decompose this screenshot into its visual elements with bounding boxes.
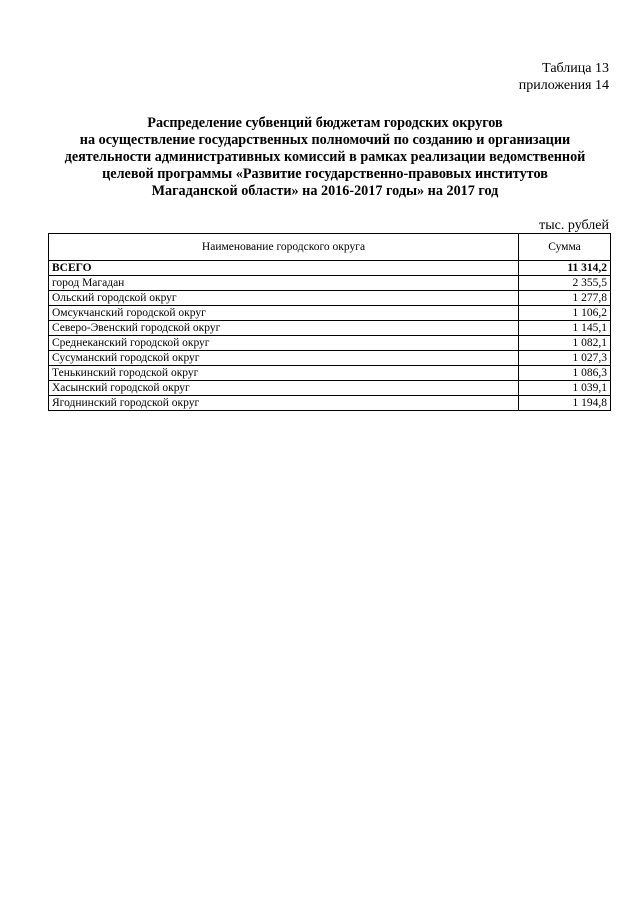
table-row — [49, 336, 611, 351]
district-sum: 1 106,2 — [519, 306, 611, 321]
table-row — [49, 291, 611, 306]
district-name: Ольский городской округ — [49, 291, 519, 306]
total-sum: 11 314,2 — [519, 261, 611, 276]
title-line: деятельности административных комиссий в рамках реализации ведомственной — [64, 149, 586, 165]
district-name: Среднеканский городской округ — [49, 336, 519, 351]
district-sum: 1 145,1 — [519, 321, 611, 336]
district-name: Омсукчанский городской округ — [49, 306, 519, 321]
title-line: Магаданской области» на 2016-2017 годы» на 2017 год — [151, 183, 499, 199]
units-label: тыс. рублей — [539, 218, 609, 233]
table-number: Таблица 13 — [542, 61, 609, 76]
district-name: Сусуманский городской округ — [49, 351, 519, 366]
title-line: целевой программы «Развитие государственно-правовых институтов — [102, 166, 548, 182]
district-name: Северо-Эвенский городской округ — [49, 321, 519, 336]
district-sum: 1 194,8 — [519, 396, 611, 411]
district-sum: 1 277,8 — [519, 291, 611, 306]
total-row — [49, 261, 611, 276]
district-name: Ягоднинский городской округ — [49, 396, 519, 411]
district-sum: 1 082,1 — [519, 336, 611, 351]
column-header-sum: Сумма — [519, 234, 611, 261]
district-name: Тенькинский городской округ — [49, 366, 519, 381]
table-row — [49, 381, 611, 396]
table-row — [49, 321, 611, 336]
appendix-reference: приложения 14 — [518, 78, 609, 93]
document-title — [40, 115, 610, 200]
district-sum: 2 355,5 — [519, 276, 611, 291]
title-line: Распределение субвенций бюджетам городских округов — [147, 115, 503, 131]
district-sum: 1 027,3 — [519, 351, 611, 366]
distribution-table — [48, 233, 611, 411]
table-row — [49, 276, 611, 291]
column-header-name: Наименование городского округа — [49, 234, 519, 261]
title-line: на осуществление государственных полномочий по созданию и организации — [79, 132, 571, 148]
total-label: ВСЕГО — [49, 261, 519, 276]
table-reference — [519, 60, 609, 94]
district-sum: 1 039,1 — [519, 381, 611, 396]
table-row — [49, 366, 611, 381]
table-row — [49, 306, 611, 321]
table-header-row — [49, 234, 611, 261]
district-name: город Магадан — [49, 276, 519, 291]
table-row — [49, 351, 611, 366]
district-name: Хасынский городской округ — [49, 381, 519, 396]
district-sum: 1 086,3 — [519, 366, 611, 381]
table-row — [49, 396, 611, 411]
